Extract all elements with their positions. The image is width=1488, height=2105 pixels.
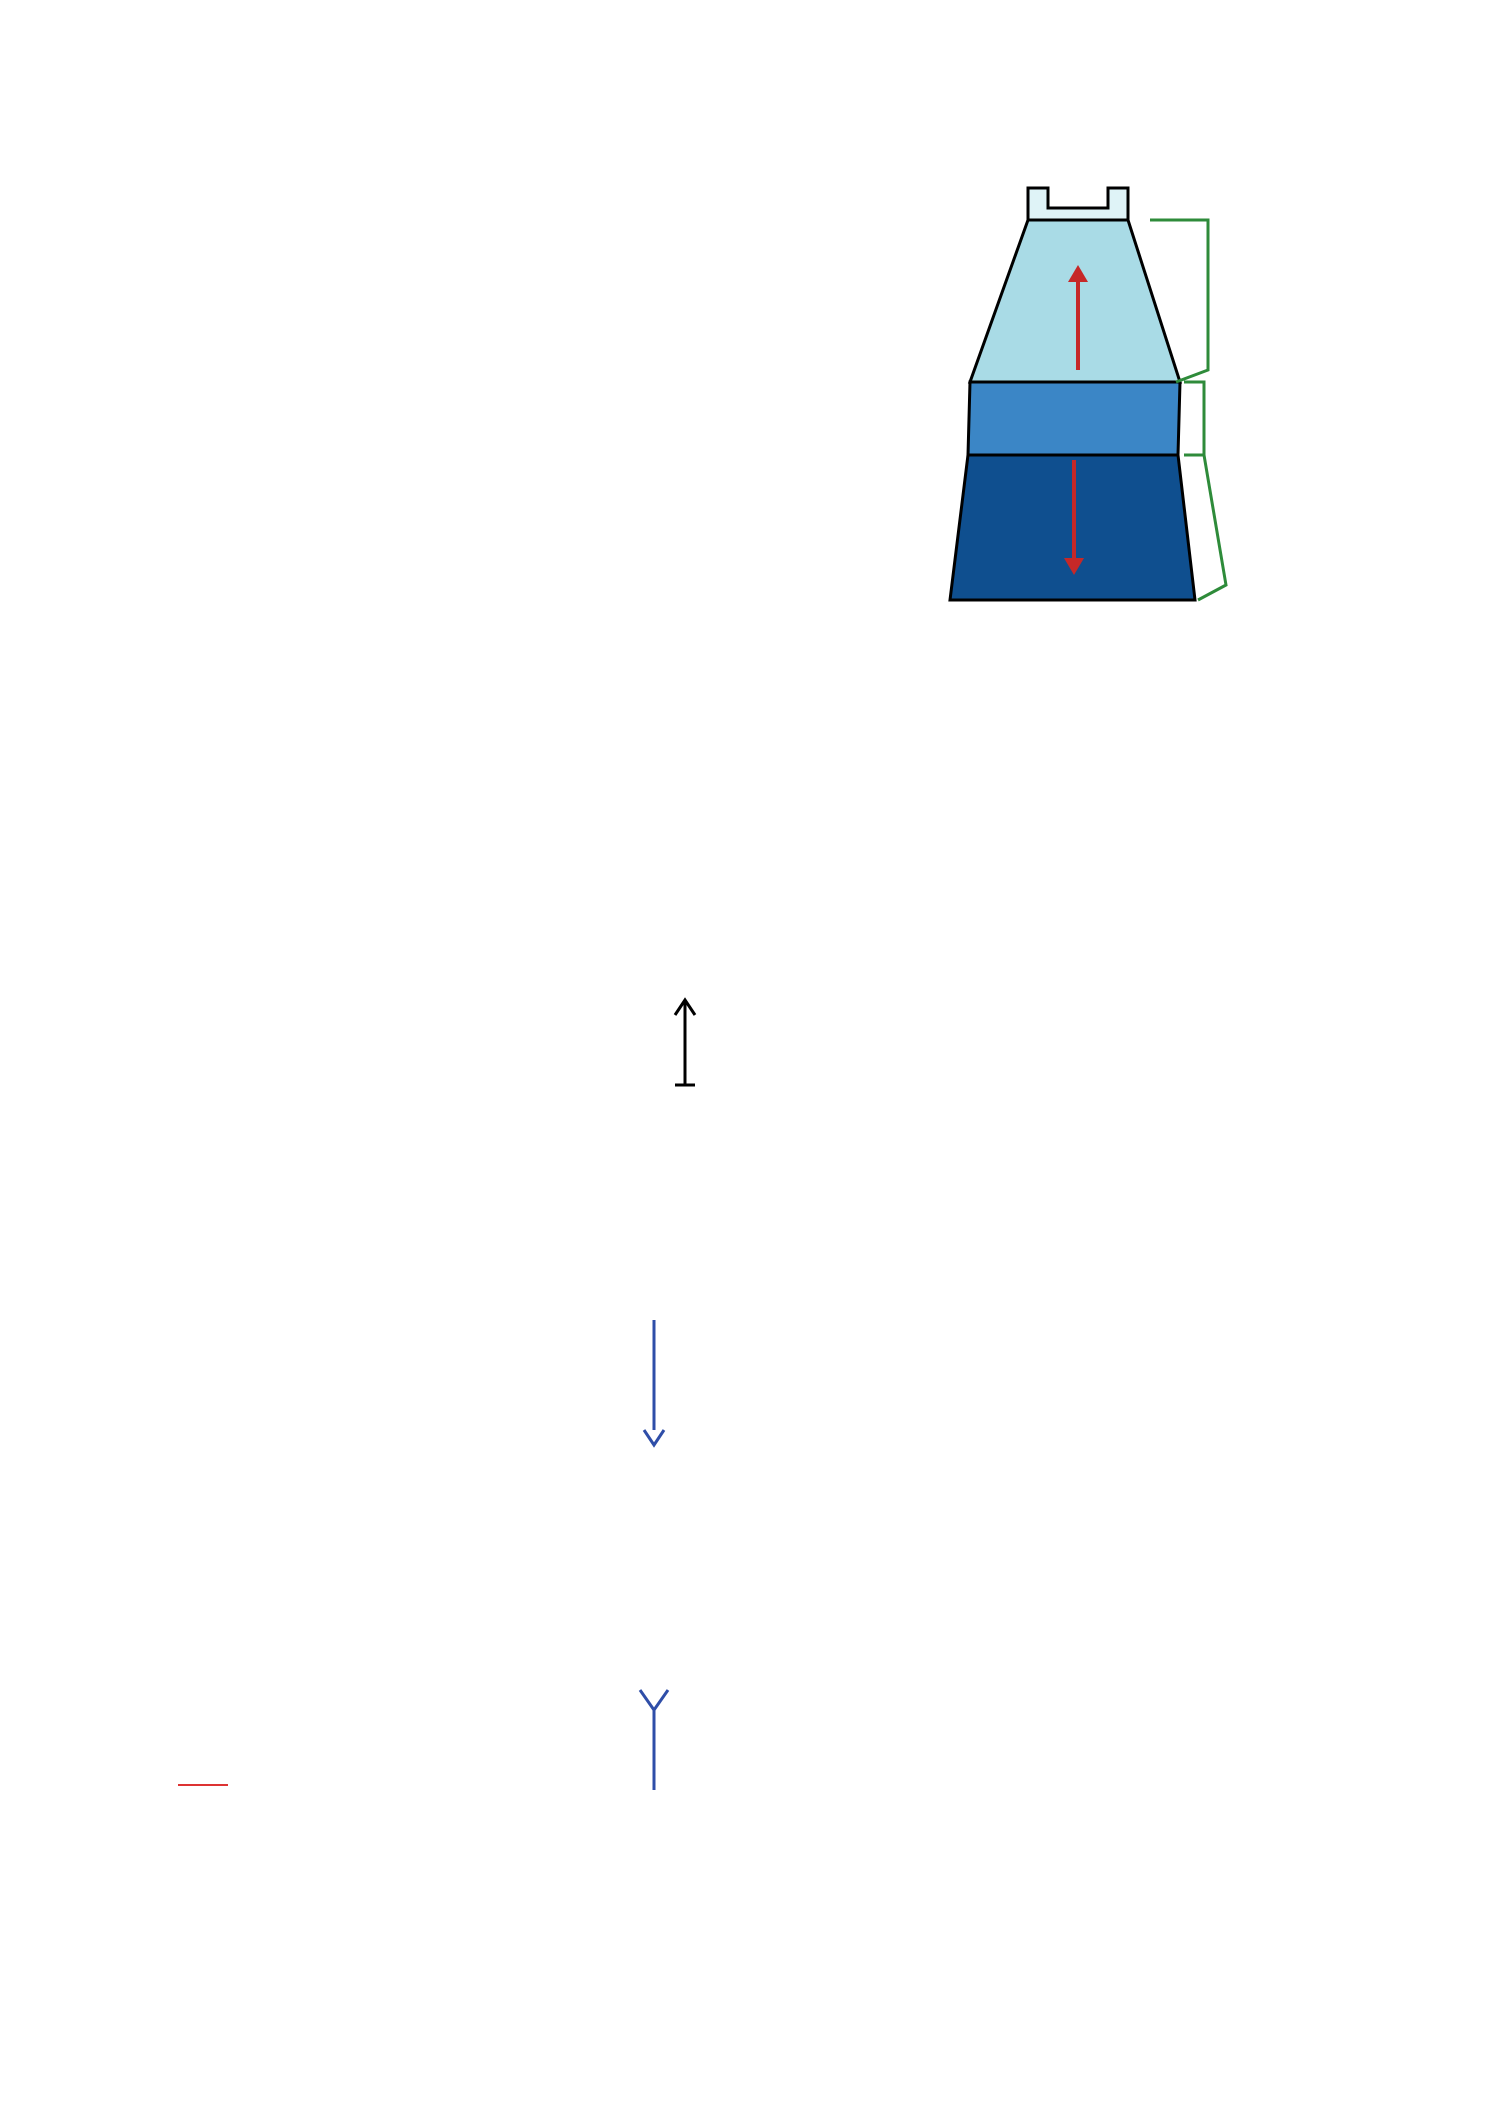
chart2-joining xyxy=(178,1230,1138,1880)
bracket-1 xyxy=(1184,382,1204,455)
neck-section xyxy=(1028,188,1128,220)
upper-body-section xyxy=(970,220,1180,382)
motif-band-section xyxy=(968,382,1180,455)
edge-fragment xyxy=(675,1000,695,1085)
chart1-motif xyxy=(180,585,710,1095)
dress-diagram xyxy=(940,170,1300,620)
join-stitches xyxy=(640,1320,668,1790)
